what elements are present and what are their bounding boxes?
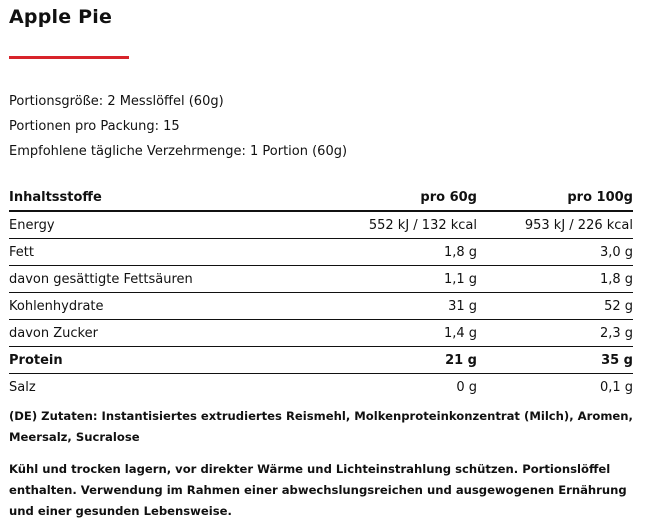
table-row (9, 266, 633, 293)
nutrition-header-row (9, 184, 633, 211)
value-per-100g: 3,0 g (477, 239, 633, 266)
nutrient-name: Salz (9, 379, 36, 395)
header-per-60g: pro 60g (309, 184, 477, 211)
nutrition-table (9, 184, 633, 400)
table-row (9, 239, 633, 266)
value-per-60g: 1,8 g (309, 239, 477, 266)
serving-size-text: Portionsgröße: 2 Messlöffel (60g) (9, 94, 224, 109)
table-row (9, 320, 633, 347)
product-title: Apple Pie (9, 6, 113, 28)
value-per-60g: 0 g (456, 379, 477, 395)
header-per-100g: pro 100g (477, 184, 633, 211)
ingredients-text: (DE) Zutaten: Instantisiertes extrudiertes Reismehl, Molkenproteinkonzentrat (Milch), Aromen, Meersalz, Sucralose (9, 409, 633, 444)
nutrient-name: davon Zucker (9, 320, 309, 347)
header-ingredients: Inhaltsstoffe (9, 184, 309, 211)
table-row (9, 374, 633, 401)
table-row (9, 293, 633, 320)
nutrient-name: Energy (9, 211, 309, 239)
value-per-60g: 1,4 g (309, 320, 477, 347)
servings-per-pack-text: Portionen pro Packung: 15 (9, 119, 180, 134)
recommended-daily-text: Empfohlene tägliche Verzehrmenge: 1 Portion (60g) (9, 144, 348, 159)
value-per-60g: 552 kJ / 132 kcal (309, 211, 477, 239)
value-per-100g: 52 g (477, 293, 633, 320)
value-per-100g: 953 kJ / 226 kcal (477, 211, 633, 239)
value-per-100g: 35 g (477, 347, 633, 374)
value-per-100g: 2,3 g (477, 320, 633, 347)
value-per-60g: 21 g (309, 347, 477, 374)
title-accent-bar (9, 56, 129, 59)
value-per-100g: 0,1 g (599, 379, 633, 395)
nutrient-name: Fett (9, 239, 309, 266)
nutrient-name: Protein (9, 347, 309, 374)
value-per-60g: 31 g (309, 293, 477, 320)
storage-instructions-text: Kühl und trocken lagern, vor direkter Wärme und Lichteinstrahlung schützen. Portionslöffel enthalten. Verwendung im Rahmen einer abwechslungsreichen und ausgewogenen Ernährung und einer gesunden Lebensweise. (9, 462, 627, 518)
nutrient-name: davon gesättigte Fettsäuren (9, 266, 309, 293)
table-row (9, 347, 633, 374)
value-per-100g: 1,8 g (477, 266, 633, 293)
nutrient-name: Kohlenhydrate (9, 293, 309, 320)
table-row (9, 211, 633, 239)
value-per-60g: 1,1 g (309, 266, 477, 293)
